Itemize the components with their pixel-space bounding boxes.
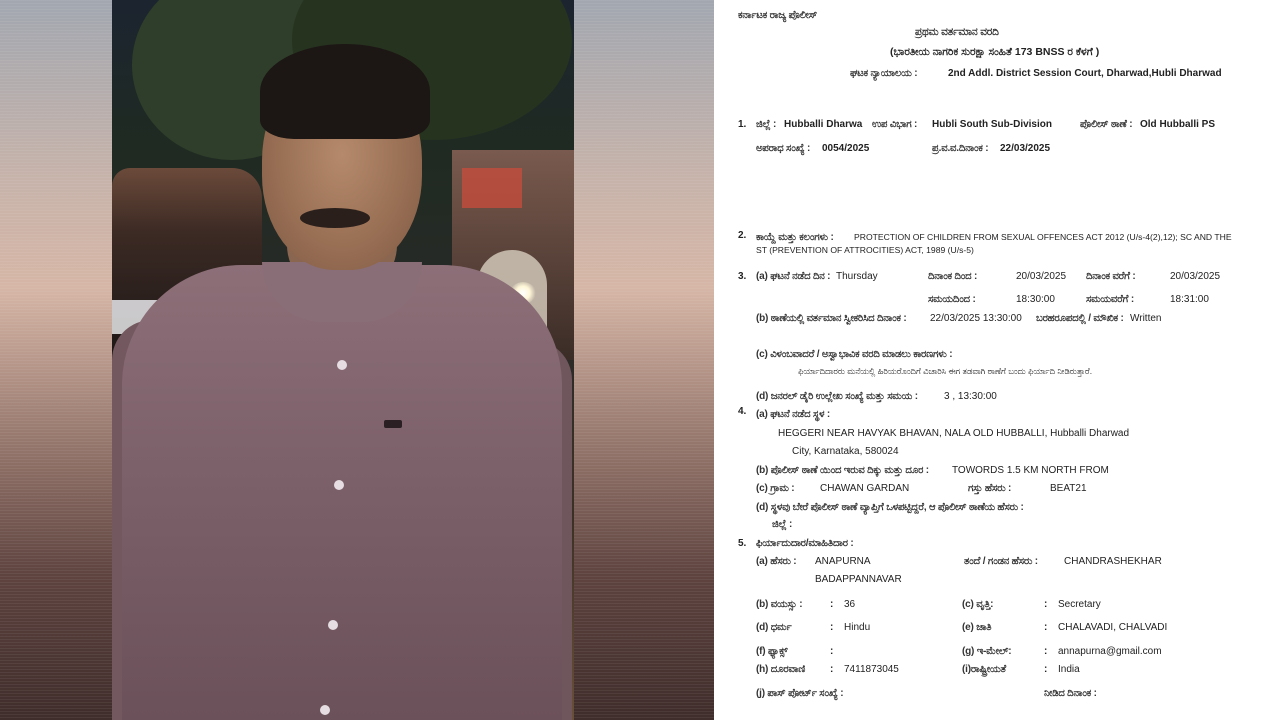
- suspect-photo: [112, 0, 574, 720]
- address-line-1: HEGGERI NEAR HAVYAK BHAVAN, NALA OLD HUBBALLI, Hubballi Dharwad: [778, 428, 1130, 439]
- police-station-value: Old Hubballi PS: [1140, 119, 1216, 130]
- caste-colon: :: [1044, 622, 1048, 633]
- occupation-value: Secretary: [1058, 599, 1101, 610]
- occurrence-day-value: Thursday: [836, 271, 878, 282]
- acts-label: ಕಾಯ್ದೆ ಮತ್ತು ಕಲಂಗಳು :: [756, 232, 834, 243]
- general-diary-label: (d) ಜನರಲ್ ಡೈರಿ ಉಲ್ಲೇಖ ಸಂಖ್ಯೆ ಮತ್ತು ಸಮಯ :: [756, 391, 918, 402]
- acts-value-line-2: ST (PREVENTION OF ATTROCITIES) ACT, 1989 (U/s-5): [756, 245, 974, 255]
- phone-colon: :: [830, 664, 834, 675]
- case-number-value: 0054/2025: [822, 143, 870, 154]
- fir-document: [714, 0, 1280, 720]
- religion-colon: :: [830, 622, 834, 633]
- man-shirt: [122, 265, 562, 720]
- court-label: ಘಟಕ ನ್ಯಾಯಾಲಯ :: [850, 68, 918, 79]
- shirt-button: [337, 360, 347, 370]
- address-line-2: City, Karnataka, 580024: [792, 446, 899, 457]
- email-label: (g) ಇ-ಮೇಲ್:: [962, 646, 1012, 657]
- police-station-label: ಪೊಲೀಸ್ ಠಾಣೆ :: [1080, 119, 1133, 130]
- doc-title: ಪ್ರಥಮ ವರ್ತಮಾನ ವರದಿ: [915, 26, 999, 38]
- man-moustache: [300, 208, 370, 228]
- complainant-heading: ಫಿರ್ಯಾದುದಾರ/ಮಾಹಿತಿದಾರ :: [756, 538, 854, 549]
- district-value: Hubballi Dharwa: [784, 119, 863, 130]
- to-time-label: ಸಮಯವರೆಗೆ :: [1086, 294, 1134, 305]
- fax-colon: :: [830, 646, 834, 657]
- section-4-number: 4.: [738, 406, 747, 417]
- delay-reason-label: (c) ವಿಳಂಬವಾದರೆ / ಅಸ್ವಾಭಾವಿಕ ವರದಿ ಮಾಡಲು ಕಾರಣಗಳು :: [756, 349, 953, 360]
- info-received-value: 22/03/2025 13:30:00: [930, 313, 1022, 324]
- shop-sign: [462, 168, 522, 208]
- man-hair: [260, 44, 430, 139]
- other-ps-label: (d) ಸ್ಥಳವು ಬೇರೆ ಪೊಲೀಸ್ ಠಾಣೆ ವ್ಯಾಪ್ತಿಗೆ ಒಳಪಟ್ಟಿದ್ದರೆ, ಆ ಪೊಲೀಸ್ ಠಾಣೆಯ ಹೆಸರು :: [756, 502, 1024, 513]
- complainant-name-line-2: BADAPPANNAVAR: [815, 574, 902, 585]
- delay-reason-value: ಫಿರ್ಯಾದಿದಾರರು ಮನೆಯಲ್ಲಿ ಹಿರಿಯರೊಂದಿಗೆ ವಿಚಾರಿಸಿ ಈಗ ತಡವಾಗಿ ಠಾಣೆಗೆ ಬಂದು ಫಿರ್ಯಾದಿ ನೀಡಿರುತ್ತಾರೆ.: [798, 366, 1093, 376]
- nationality-colon: :: [1044, 664, 1048, 675]
- info-type-value: Written: [1130, 313, 1162, 324]
- from-date-value: 20/03/2025: [1016, 271, 1067, 282]
- age-label: (b) ವಯಸ್ಸು :: [756, 599, 803, 610]
- direction-value: TOWORDS 1.5 KM NORTH FROM: [952, 465, 1109, 476]
- occurrence-day-label: (a) ಘಟನೆ ನಡೆದ ದಿನ :: [756, 271, 831, 282]
- doc-subtitle: (ಭಾರತೀಯ ನಾಗರಿಕ ಸುರಕ್ಷಾ ಸಂಹಿತೆ 173 BNSS ರ ಕೆಳಗೆ ): [890, 46, 1100, 58]
- middle-blurred-background: [574, 0, 714, 720]
- email-value: annapurna@gmail.com: [1058, 646, 1162, 657]
- complainant-name-label: (a) ಹೆಸರು :: [756, 556, 797, 567]
- section-1-number: 1.: [738, 119, 747, 130]
- beat-label: ಗಸ್ತು ಹೆಸರು :: [968, 483, 1012, 494]
- religion-label: (d) ಧರ್ಮ: [756, 622, 792, 633]
- case-number-label: ಅಪರಾಧ ಸಂಖ್ಯೆ :: [756, 143, 811, 154]
- fir-date-value: 22/03/2025: [1000, 143, 1051, 154]
- from-time-label: ಸಮಯದಿಂದ :: [928, 294, 976, 305]
- info-type-label: ಬರಹರೂಪದಲ್ಲಿ / ಮೌಖಿಕ :: [1036, 313, 1124, 324]
- occupation-colon: :: [1044, 599, 1048, 610]
- pocket-tag: [384, 420, 402, 428]
- village-label: (c) ಗ್ರಾಮ :: [756, 483, 795, 494]
- subdivision-label: ಉಪ ವಿಭಾಗ :: [872, 119, 918, 130]
- village-value: CHAWAN GARDAN: [820, 483, 910, 494]
- age-value: 36: [844, 599, 856, 610]
- to-time-value: 18:31:00: [1170, 294, 1209, 305]
- passport-label: (j) ಪಾಸ್ ಪೋರ್ಟ್ ಸಂಖ್ಯೆ :: [756, 688, 844, 699]
- district-label: ಜಿಲ್ಲೆ :: [756, 119, 777, 130]
- left-blurred-background: [0, 0, 112, 720]
- section-2-number: 2.: [738, 230, 747, 241]
- place-label: (a) ಘಟನೆ ನಡೆದ ಸ್ಥಳ :: [756, 409, 831, 420]
- father-name-value: CHANDRASHEKHAR: [1064, 556, 1162, 567]
- to-date-label: ದಿನಾಂಕ ವರೆಗೆ :: [1086, 271, 1136, 282]
- from-time-value: 18:30:00: [1016, 294, 1055, 305]
- shirt-button: [320, 705, 330, 715]
- info-received-label: (b) ಠಾಣೆಯಲ್ಲಿ ವರ್ತಮಾನ ಸ್ವೀಕರಿಸಿದ ದಿನಾಂಕ :: [756, 313, 907, 324]
- complainant-name-line-1: ANAPURNA: [815, 556, 871, 567]
- nationality-label: (i)ರಾಷ್ಟ್ರೀಯತೆ: [962, 664, 1006, 675]
- section-5-number: 5.: [738, 538, 747, 549]
- to-date-value: 20/03/2025: [1170, 271, 1221, 282]
- passport-issue-date-label: ನೀಡಿದ ದಿನಾಂಕ :: [1044, 688, 1097, 699]
- direction-label: (b) ಪೊಲೀಸ್ ಠಾಣೆ ಯಿಂದ ಇರುವ ದಿಕ್ಕು ಮತ್ತು ದೂರ :: [756, 465, 929, 476]
- shirt-button: [328, 620, 338, 630]
- court-value: 2nd Addl. District Session Court, Dharwad,Hubli Dharwad: [948, 68, 1222, 79]
- occupation-label: (c) ವೃತ್ತಿ:: [962, 599, 994, 610]
- section-3-number: 3.: [738, 271, 747, 282]
- age-colon: :: [830, 599, 834, 610]
- email-colon: :: [1044, 646, 1048, 657]
- beat-value: BEAT21: [1050, 483, 1087, 494]
- phone-label: (h) ದೂರವಾಣಿ: [756, 664, 806, 675]
- from-date-label: ದಿನಾಂಕ ದಿಂದ :: [928, 271, 978, 282]
- header-left: ಕರ್ನಾಟಕ ರಾಜ್ಯ ಪೊಲೀಸ್: [738, 10, 818, 21]
- nationality-value: India: [1058, 664, 1080, 675]
- fir-date-label: ಪ್ರ.ವ.ವ.ದಿನಾಂಕ :: [932, 143, 989, 154]
- caste-label: (e) ಜಾತಿ: [962, 622, 992, 633]
- fax-label: (f) ಫ್ಯಾಕ್ಸ್: [756, 646, 788, 657]
- shirt-button: [334, 480, 344, 490]
- general-diary-value: 3 , 13:30:00: [944, 391, 997, 402]
- phone-value: 7411873045: [844, 664, 899, 675]
- subdivision-value: Hubli South Sub-Division: [932, 119, 1052, 130]
- caste-value: CHALAVADI, CHALVADI: [1058, 622, 1168, 633]
- religion-value: Hindu: [844, 622, 871, 633]
- other-ps-district-label: ಜಿಲ್ಲೆ :: [772, 519, 793, 530]
- father-name-label: ತಂದೆ / ಗಂಡನ ಹೆಸರು :: [964, 556, 1038, 567]
- acts-value-line-1: PROTECTION OF CHILDREN FROM SEXUAL OFFENCES ACT 2012 (U/s-4(2),12); SC AND THE: [854, 232, 1232, 242]
